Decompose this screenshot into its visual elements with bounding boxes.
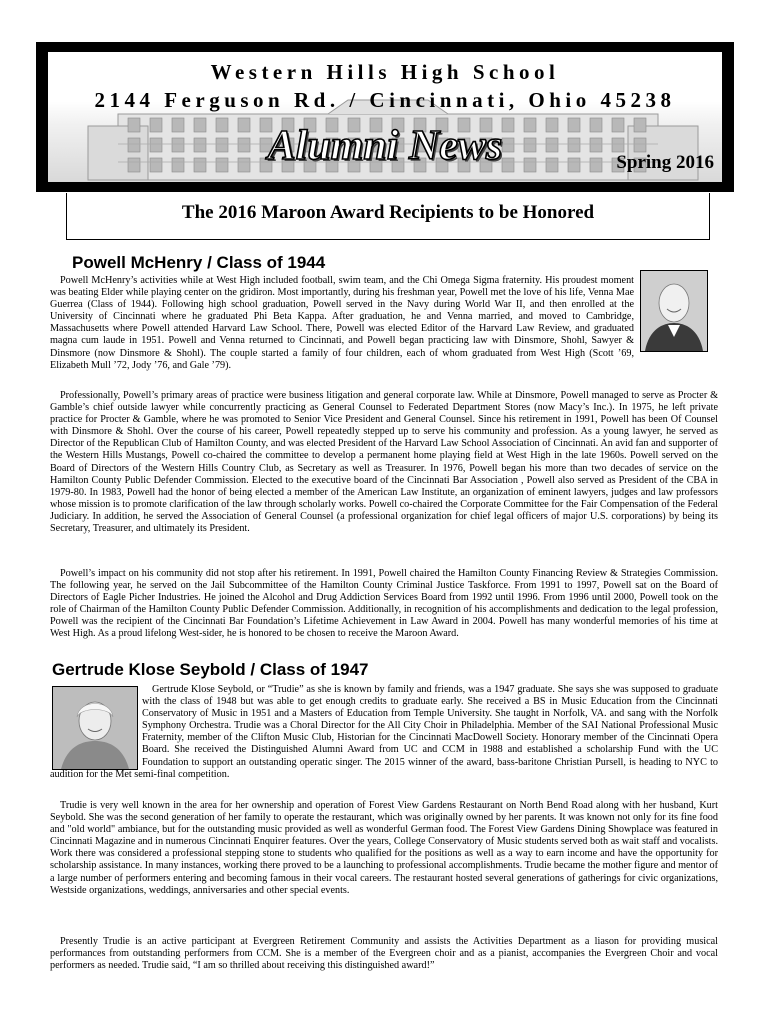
powell-paragraph-1: Powell McHenry’s activities while at West High included football, swim team, and the Chi Omega Sigma fraternity. His proudest moment was beating Elder while playing center on the gridiron. Most importantly, during his freshman year, Powell met the love of his life, Venna Mae Guerrea (Class of 1944). Following high school graduation, Powell served in the Navy during World War II, and then enrolled at the University of Cincinnati where he graduated Phi Beta Kappa. After graduation, he and Venna married, and moved to Cambridge, Massachusetts where Powell attended Harvard Law School. There, Powell was elected Editor of the Harvard Law Review, and graduated magna cum laude in 1951. Powell and Venna returned to Cincinnati, and Powell began practicing law with Dinsmore, Shohl, Sawyer & Dinsmore (now Dinsmore & Shohl). The couple started a family of four children, each of whom graduated from West High (Scott ’69, Elizabeth Mull ’72, Jody ’76, and Gale ’79). [50,275,634,371]
page-headline: The 2016 Maroon Award Recipients to be Honored [181,202,595,223]
gertrude-paragraph-1-text: Gertrude Klose Seybold, or “Trudie” as she is known by family and friends, was a 1947 graduate. She says she was supposed to graduate with the class of 1948 but was able to get enough credits to graduate early. She received a BS in Music Education from the Cincinnati Conservatory of Music in 1951 and a Masters of Education from Temple University. She taught in Norfolk, VA. and sang with the Norfolk Symphony Orchestra. Trudie was a Choral Director for the All City Choir in Philadelphia. Member of the SAI National Professional Music Fraternity, member of the Clifton Music Club, Historian for the Cincinnati MacDowell Society. Honorary member of the Cincinnati Opera Board. She received the Distinguished Alumni Award from UC and CCM in 1988 and established a scholarship Fund with the UC Foundation to support an outstanding operatic singer. The 2015 winner of the award, bass-baritone Christian Pursell, is heading to NYC to audition for the Met semi-final competition. [50,684,718,780]
powell-paragraph-2: Professionally, Powell’s primary areas of practice were business litigation and general corporate law. While at Dinsmore, Powell managed to serve as Procter & Gamble’s chief outside lawyer while concurrently practicing as General Counsel to Federated Department Stores (now Macy’s Inc.). In 1975, he left private practice for Procter & Gamble, where he was promoted to Senior Vice President and General Counsel. Since his retirement in 1991, Powell has been Of Counsel with Dinsmore & Shohl. Over the course of his career, Powell repeatedly stepped up to serve his community and profession. As a young lawyer, he served as Director of the Republican Club of Hamilton County, and was elected President of the Harvard Law School Association of Cincinnati. An avid fan and supporter of the Western Hills Mustangs, Powell co-chaired the committee to develop a permanent home playing field at West High in the late 1960s. Powell served on the Board of Directors of the Western Hills Country Club, as Secretary as well as Treasurer. In 1976, Powell began his more than two decades of service on the Hamilton County Public Defender Commission. Elected to the executive board of the Cincinnati Bar Association , Powell also served as President of the CBA in 1979-80. In 1983, Powell had the honor of being elected a member of the American Law Institute, an organization of eminent lawyers, judges and law professors whose mission is to promote clarification of the law through scholarly works. Powell co-chaired the Corporate Committee for the Fair Compensation of the Federal Judiciary. In addition, he served the Association of General Counsel (a professional organization for chief legal officers of major U.S. corporations) by being its Secretary, Treasurer, and ultimately its President. [50,390,718,535]
powell-mchenry-photo [640,270,708,352]
school-address: 2144 Ferguson Rd. / Cincinnati, Ohio 45238 [94,88,676,112]
section-heading-powell: Powell McHenry / Class of 1944 [72,253,326,272]
photo-wrap-spacer [50,684,142,768]
powell-paragraph-3: Powell’s impact on his community did not stop after his retirement. In 1991, Powell chaired the Hamilton County Financing Review & Strategies Commission. The following year, he served on the Jail Subcommittee of the Hamilton County Criminal Justice Taskforce. From 1991 to 1997, Powell sat on the Board of Directors of Eagle Picher Industries. He joined the Alcohol and Drug Addiction Services Board from 1992 until 1996. From 1996 until 2000, Powell took on the role of Chairman of the Hamilton County Public Defender Commission. Additionally, in recognition of his accomplishments and dedication to the legal profession, Powell was the recipient of the Cincinnati Bar Foundation’s Lifetime Achievement in Law Award in 2004. Powell has many wonderful memories of his time at West High. As a proud lifelong West-sider, he is honored to be chosen to receive the Maroon Award. [50,568,718,640]
school-name: Western Hills High School [210,60,560,84]
masthead-banner [48,52,722,182]
issue-season: Spring 2016 [616,152,714,173]
gertrude-paragraph-2: Trudie is very well known in the area for her ownership and operation of Forest View Gardens Restaurant on North Bend Road along with her husband, Kurt Seybold. She was the second generation of her family to operate the restaurant, which was originally owned by her parents. It was known not only for its fine food and "old world" ambiance, but for the outstanding music provided as well as wonderful German food. The Forest View Gardens Dining Showplace was featured in Cincinnati Magazine and in numerous Cincinnati Enquirer features. Over the years, College Conservatory of Music students served both as wait staff and vocalists. Work there was considered a professional stepping stone to students who qualified for the positions as well as a way to earn income and have the opportunity for scholarship assistance. In many instances, working there proved to be a launching to professional accomplishments. Trudie became the mother figure and mentor of a large number of performers entering and becoming famous in their vocal careers. The restaurant hosted several generations of gatherings for civic organizations, Westside organizations, weddings, anniversaries and other special events. [50,800,718,896]
gertrude-paragraph-1 [50,684,718,781]
section-heading-gertrude: Gertrude Klose Seybold / Class of 1947 [52,660,369,679]
newsletter-title: Alumni News [267,123,503,169]
headline-box [66,193,710,240]
gertrude-paragraph-3: Presently Trudie is an active participant at Evergreen Retirement Community and assists the Activities Department as a liason for providing musical performances from outstanding performers from CCM. She is a member of the Evergreen choir and as a pianist, accompanies the Evergreen Choir and vocal performers as needed. Trudie said, “I am so thrilled about receiving this distinguished award!” [50,936,718,972]
masthead [36,42,734,192]
